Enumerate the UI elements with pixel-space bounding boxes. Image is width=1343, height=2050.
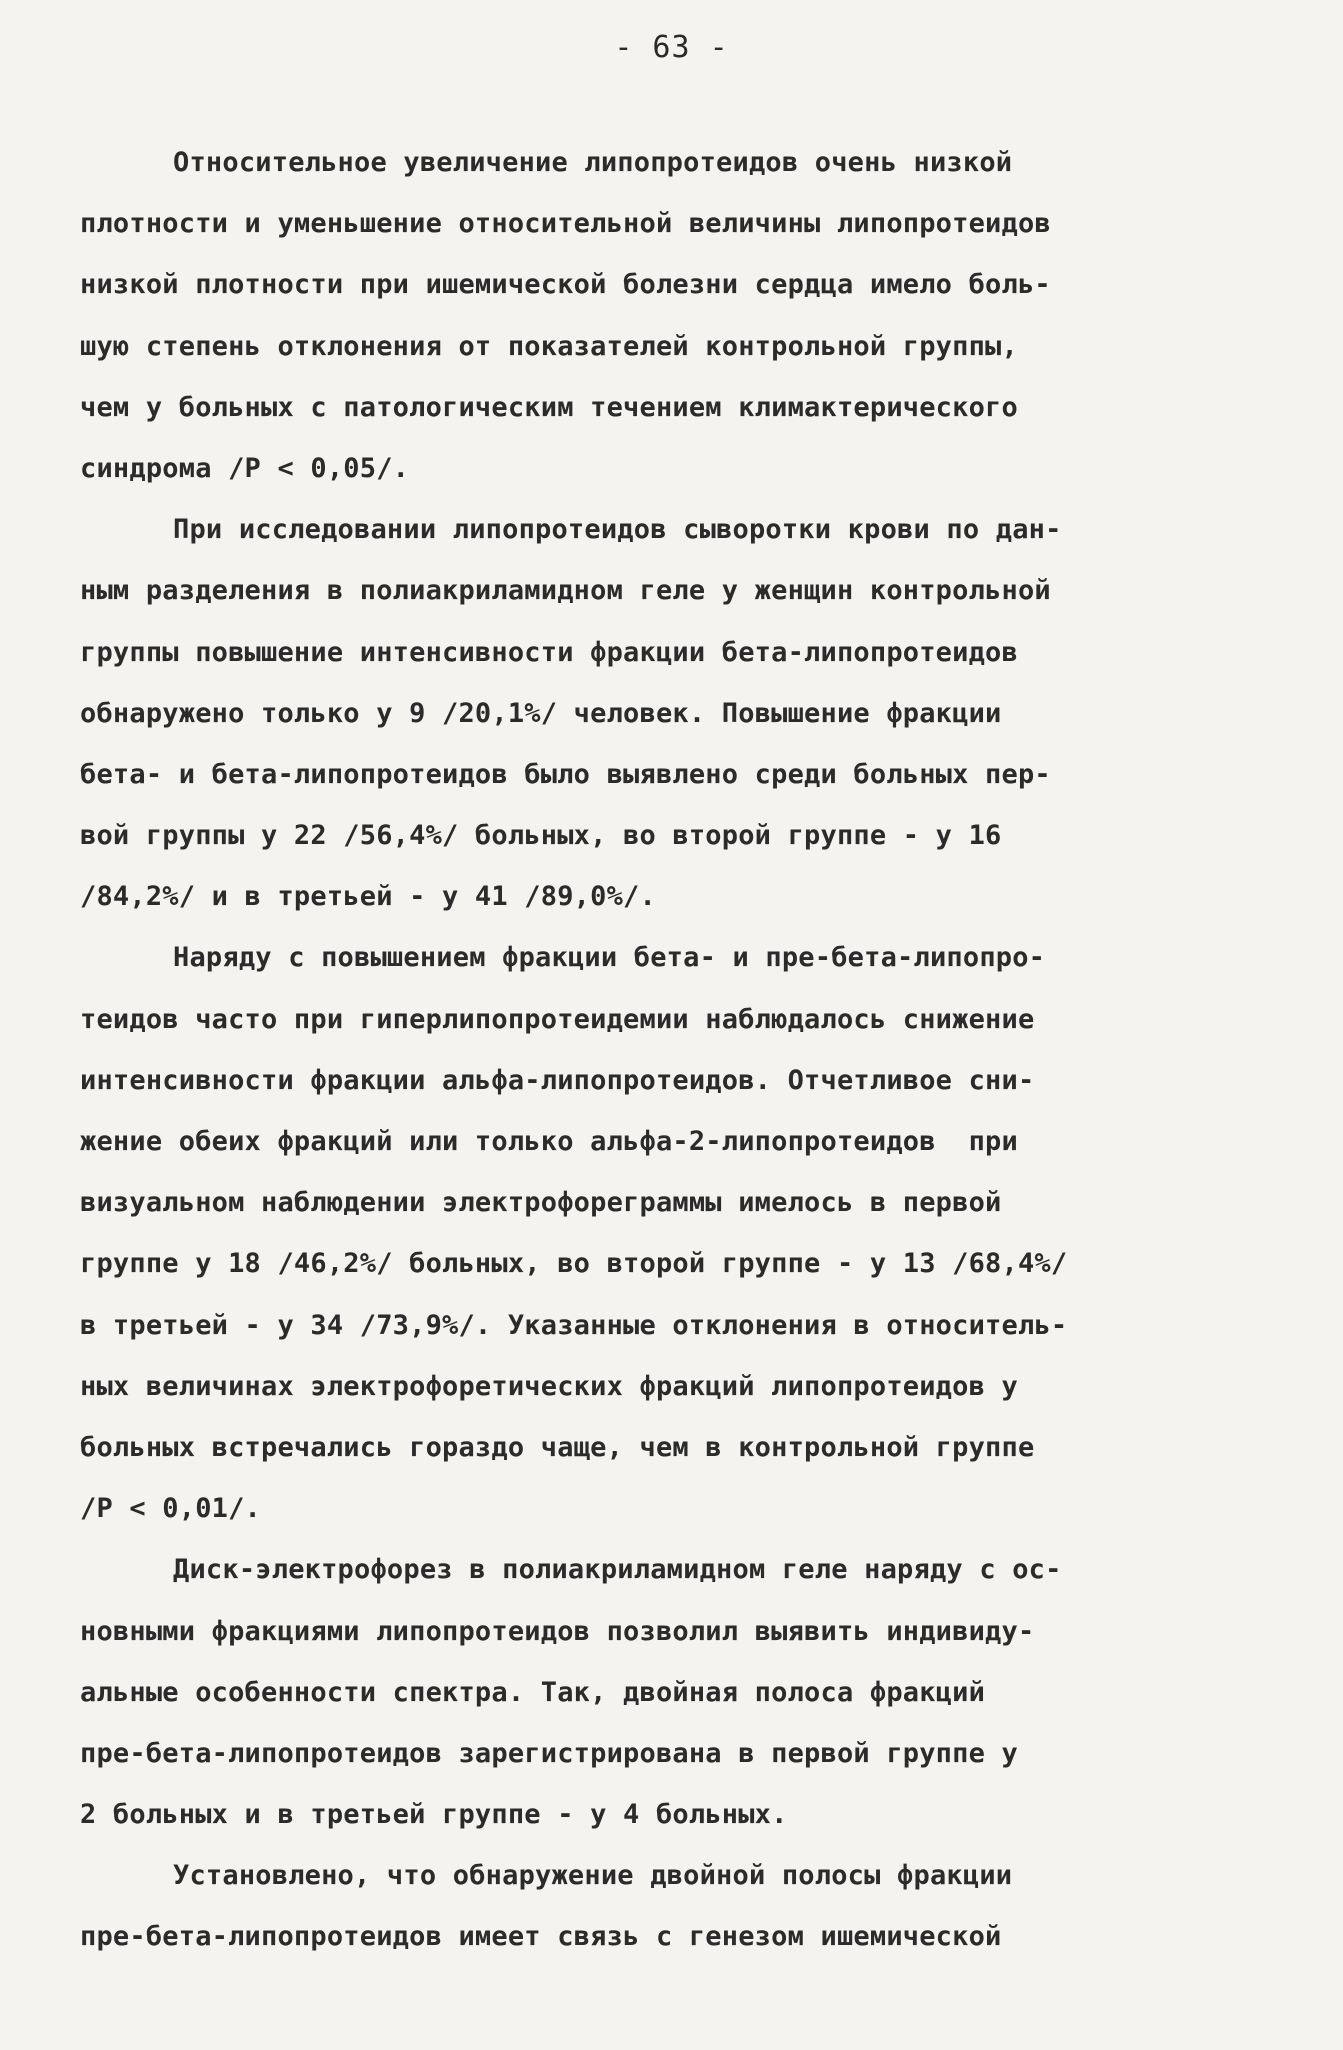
text-line: больных встречались гораздо чаще, чем в контрольной группе xyxy=(80,1431,1035,1463)
text-line: чем у больных с патологическим течением климактерического xyxy=(80,391,1018,423)
text-line: бета- и бета-липопротеидов было выявлено среди больных пер- xyxy=(80,758,1051,790)
text-line: интенсивности фракции альфа-липопротеидов. Отчетливое сни- xyxy=(80,1064,1035,1096)
text-line: плотности и уменьшение относительной величины липопротеидов xyxy=(80,208,1051,240)
text-line: альные особенности спектра. Так, двойная полоса фракций xyxy=(80,1676,986,1708)
paragraph xyxy=(80,1539,1270,1845)
text-line: /84,2%/ и в третьей - у 41 /89,0%/. xyxy=(80,881,656,913)
text-line: группы повышение интенсивности фракции бета-липопротеидов xyxy=(80,636,1018,668)
text-line: При исследовании липопротеидов сыворотки крови по дан- xyxy=(173,514,1062,546)
text-line: шую степень отклонения от показателей контрольной группы, xyxy=(80,330,1018,362)
text-line: вой группы у 22 /56,4%/ больных, во второй группе - у 16 xyxy=(80,820,1002,852)
text-line: ным разделения в полиакриламидном геле у женщин контрольной xyxy=(80,575,1051,607)
text-line: низкой плотности при ишемической болезни сердца имело боль- xyxy=(80,269,1051,301)
text-line: Относительное увеличение липопротеидов очень низкой xyxy=(173,147,1013,178)
text-line: новными фракциями липопротеидов позволил выявить индивиду- xyxy=(80,1615,1035,1647)
text-line: теидов часто при гиперлипопротеидемии наблюдалось снижение xyxy=(80,1003,1035,1035)
text-line: синдрома /Р < 0,05/. xyxy=(80,452,410,484)
text-line: пре-бета-липопротеидов зарегистрирована в первой группе у xyxy=(80,1737,1018,1769)
text-line: Установлено, что обнаружение двойной полосы фракции xyxy=(173,1860,1013,1892)
text-line: Наряду с повышением фракции бета- и пре-бета-липопро- xyxy=(173,942,1046,974)
page-number: - 63 - xyxy=(614,30,729,65)
text-line: ных величинах электрофоретических фракций липопротеидов у xyxy=(80,1370,1018,1402)
text-line: обнаружено только у 9 /20,1%/ человек. Повышение фракции xyxy=(80,697,1002,729)
paragraph xyxy=(80,499,1270,927)
text-line: Диск-электрофорез в полиакриламидном геле наряду с ос- xyxy=(173,1554,1062,1586)
paragraph xyxy=(80,1845,1270,1967)
text-line: жение обеих фракций или только альфа-2-липопротеидов при xyxy=(80,1126,1018,1157)
text-line: в третьей - у 34 /73,9%/. Указанные отклонения в относитель- xyxy=(80,1309,1068,1341)
body-text xyxy=(80,132,1270,1968)
text-line: 2 больных и в третьей группе - у 4 больных. xyxy=(80,1799,788,1831)
text-line: визуальном наблюдении электрофореграммы имелось в первой xyxy=(80,1187,1002,1219)
text-line: пре-бета-липопротеидов имеет связь с генезом ишемической xyxy=(80,1921,1002,1953)
text-line: группе у 18 /46,2%/ больных, во второй группе - у 13 /68,4%/ xyxy=(80,1248,1068,1280)
paragraph xyxy=(80,132,1270,499)
text-line: /Р < 0,01/. xyxy=(80,1493,262,1525)
paragraph xyxy=(80,927,1270,1539)
